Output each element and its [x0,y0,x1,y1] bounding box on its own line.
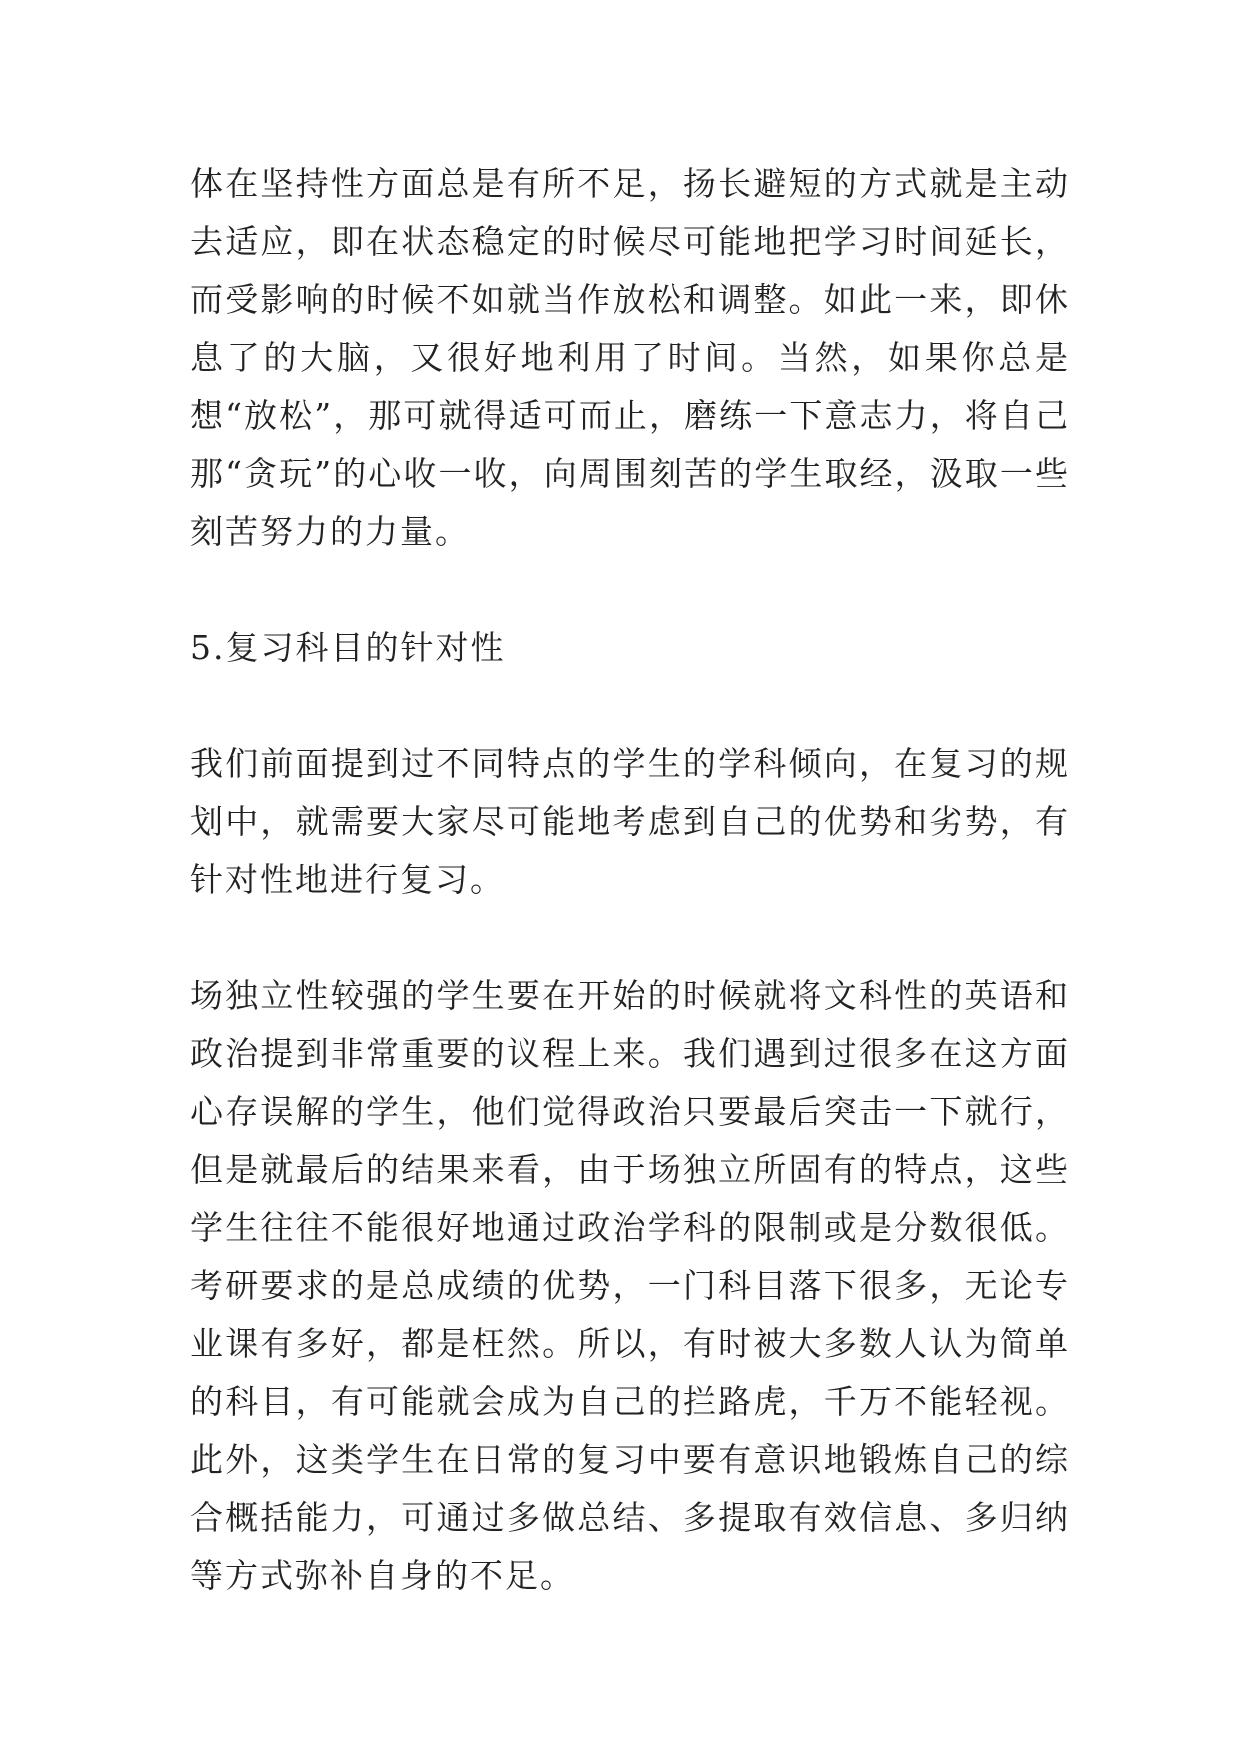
document-body [190,155,1070,1605]
paragraph-subject-targeting: 我们前面提到过不同特点的学生的学科倾向，在复习的规划中，就需要大家尽可能地考虑到自己的优势和劣势，有针对性地进行复习。 [190,744,1070,899]
section-heading: 5.复习科目的针对性 [190,628,506,667]
paragraph-perseverance: 体在坚持性方面总是有所不足，扬长避短的方式就是主动去适应，即在状态稳定的时候尽可能地把学习时间延长，而受影响的时候不如就当作放松和调整。如此一来，即休息了的大脑，又很好地利用了时间。当然，如果你总是想“放松”，那可就得适可而止，磨练一下意志力，将自己那“贪玩”的心收一收，向周围刻苦的学生取经，汲取一些刻苦努力的力量。 [190,164,1070,551]
paragraph-field-independent: 场独立性较强的学生要在开始的时候就将文科性的英语和政治提到非常重要的议程上来。我们遇到过很多在这方面心存误解的学生，他们觉得政治只要最后突击一下就行，但是就最后的结果来看，由于场独立所固有的特点，这些学生往往不能很好地通过政治学科的限制或是分数很低。考研要求的是总成绩的优势，一门科目落下很多，无论专业课有多好，都是枉然。所以，有时被大多数人认为简单的科目，有可能就会成为自己的拦路虎，千万不能轻视。此外，这类学生在日常的复习中要有意识地锻炼自己的综合概括能力，可通过多做总结、多提取有效信息、多归纳等方式弥补自身的不足。 [190,976,1070,1595]
